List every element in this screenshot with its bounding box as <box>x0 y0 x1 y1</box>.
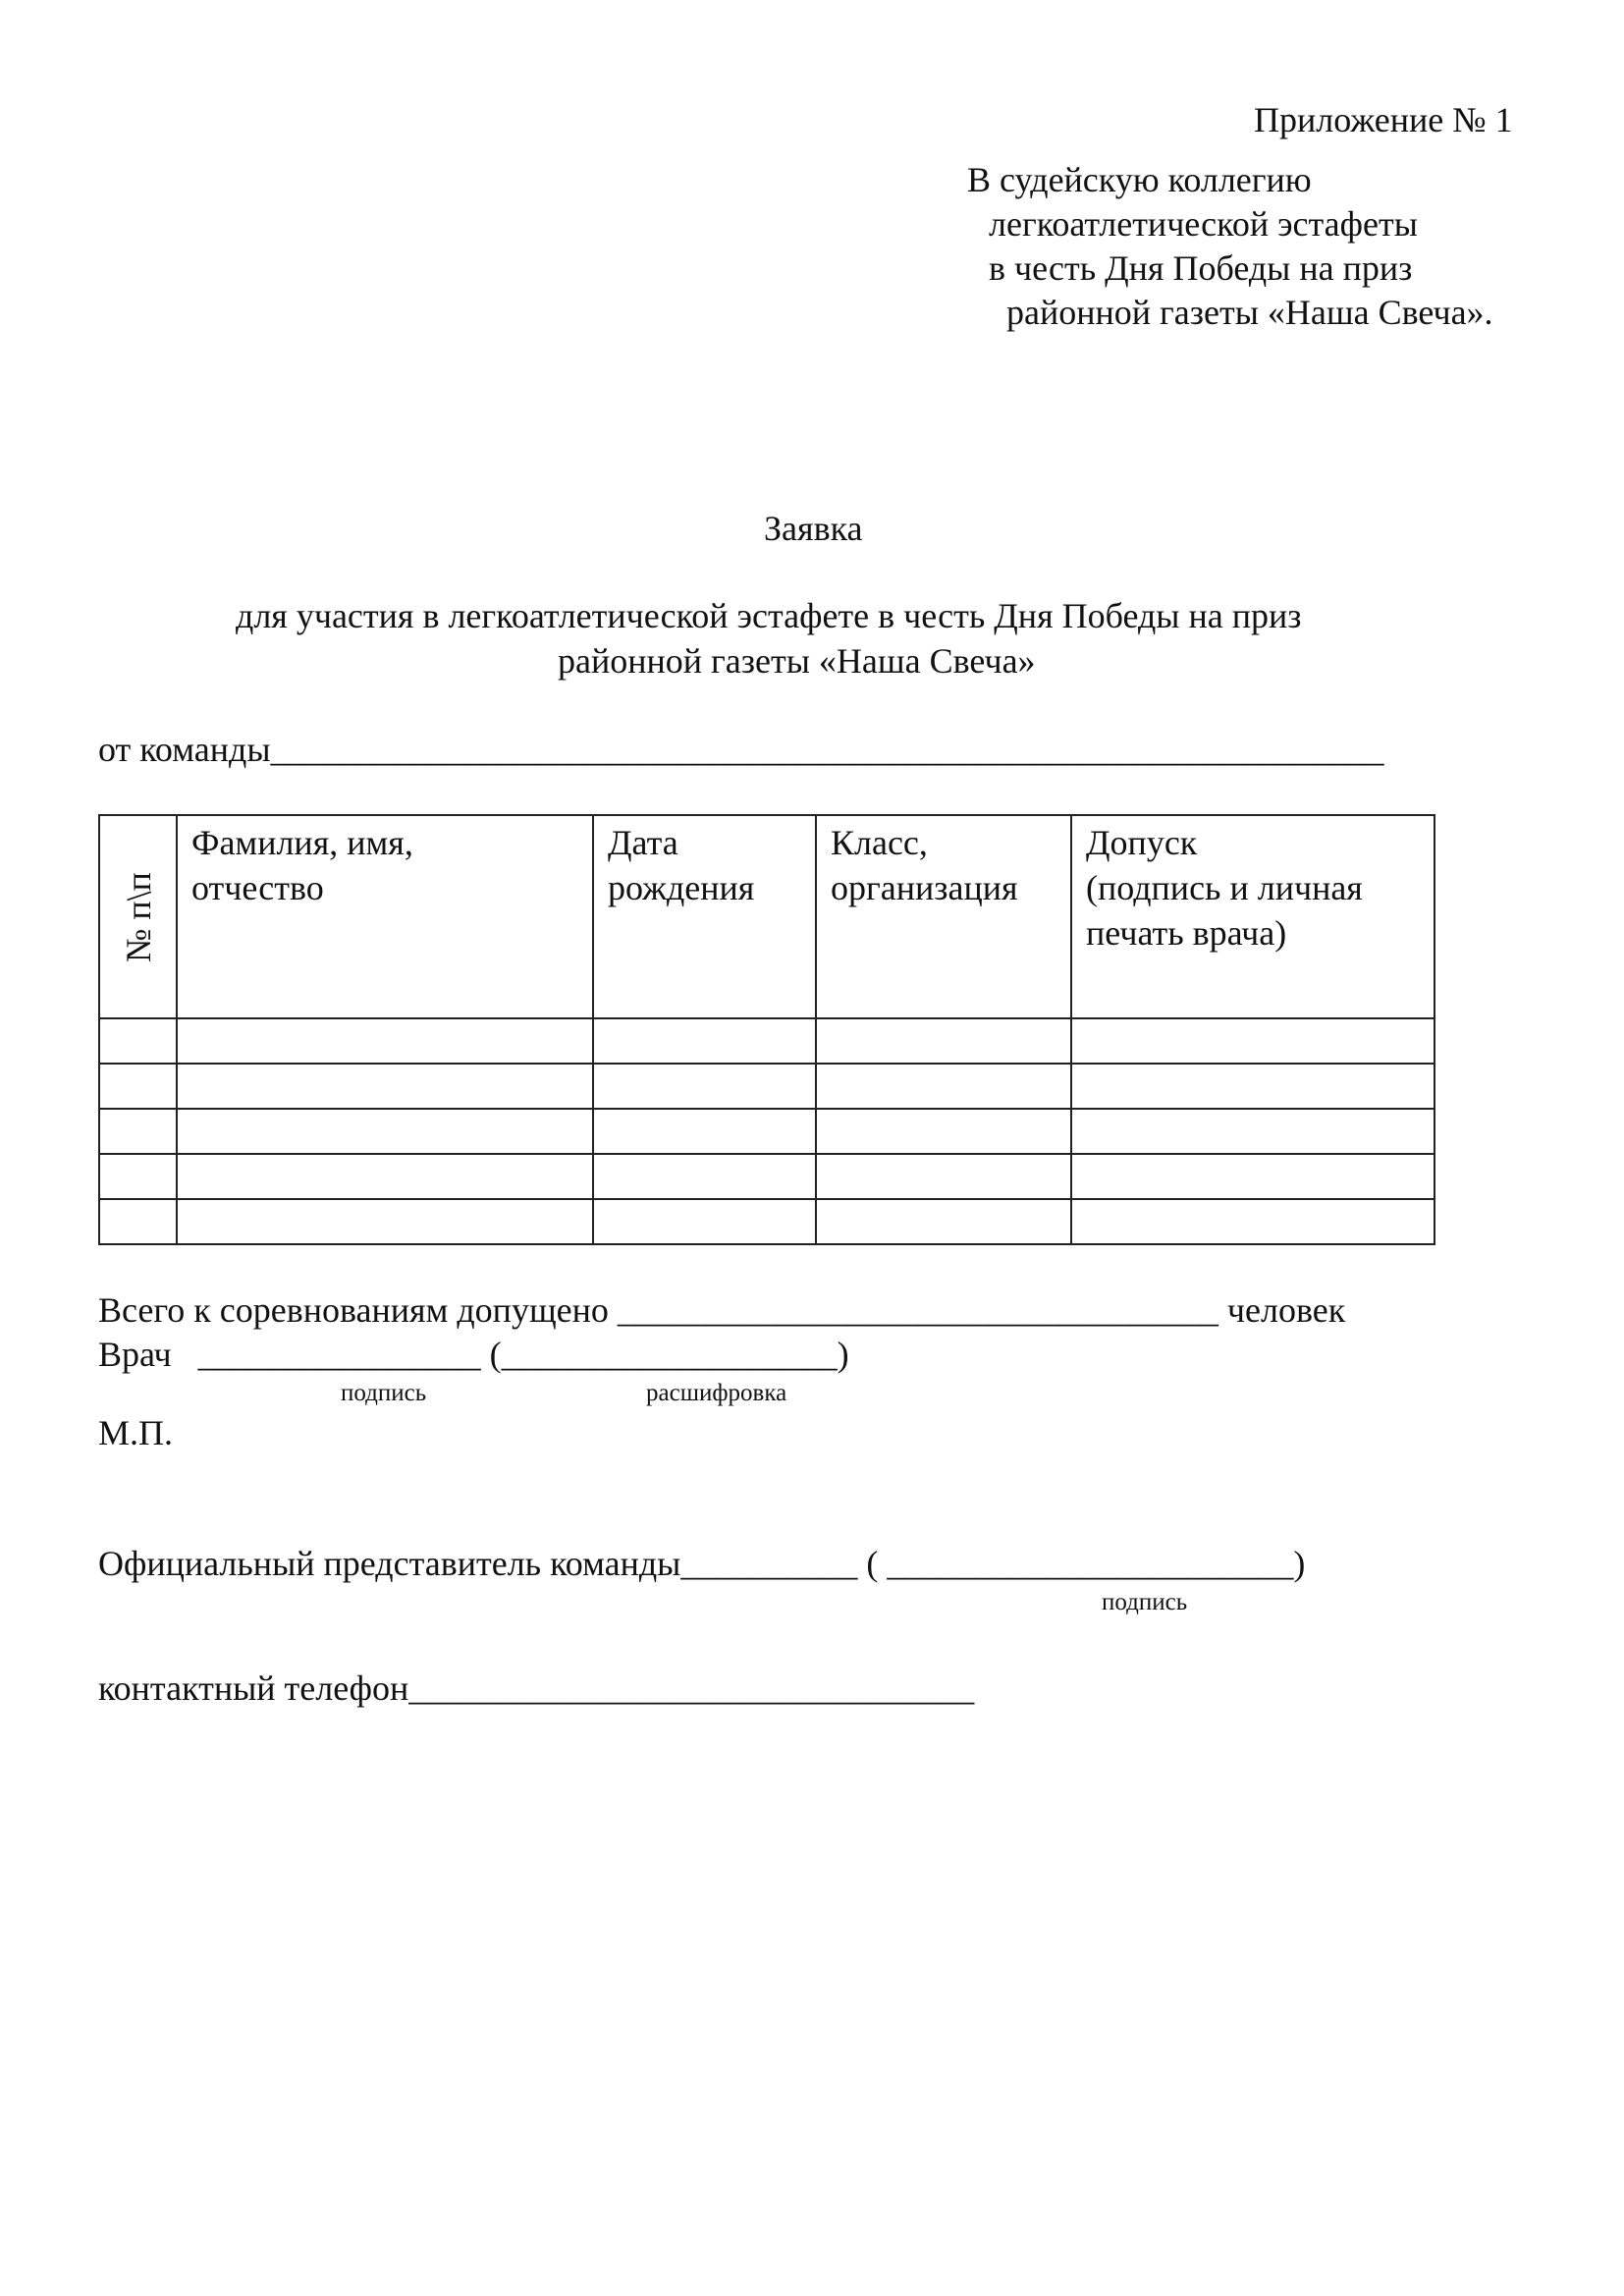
header-fullname-label: Фамилия, имя, отчество <box>191 823 413 907</box>
table-cell[interactable] <box>1071 1199 1435 1244</box>
table-cell[interactable] <box>816 1018 1071 1064</box>
doctor-signature-field[interactable]: Врач ________________ (___________________) <box>98 1335 849 1374</box>
header-admission-label: Допуск (подпись и личная печать врача) <box>1086 823 1363 953</box>
doctor-signature-caption: подпись <box>341 1380 427 1406</box>
stamp-mark: М.П. <box>98 1413 174 1452</box>
addressee-line-3: в честь Дня Победы на приз <box>989 248 1413 288</box>
table-cell[interactable] <box>177 1154 593 1199</box>
subtitle-line-2: районной газеты «Наша Свеча» <box>558 641 1036 681</box>
table-cell[interactable] <box>1071 1154 1435 1199</box>
participants-table <box>98 814 1435 1245</box>
table-row <box>99 1018 1435 1064</box>
table-cell[interactable] <box>1071 1064 1435 1109</box>
table-cell[interactable] <box>816 1154 1071 1199</box>
doctor-decode-caption: расшифровка <box>646 1380 787 1406</box>
header-fullname <box>177 815 593 1018</box>
addressee-line-2: легкоатлетической эстафеты <box>989 204 1418 244</box>
table-cell[interactable] <box>593 1064 816 1109</box>
table-cell[interactable] <box>816 1064 1071 1109</box>
header-class-organization <box>816 815 1071 1018</box>
table-cell[interactable] <box>1071 1109 1435 1154</box>
document-title: Заявка <box>764 509 863 548</box>
table-cell[interactable] <box>593 1109 816 1154</box>
header-birthdate <box>593 815 816 1018</box>
header-number-label: № п\п <box>118 871 158 962</box>
table-cell[interactable] <box>593 1154 816 1199</box>
addressee-line-1: В судейскую коллегию <box>967 160 1312 199</box>
table-cell[interactable] <box>816 1199 1071 1244</box>
table-cell[interactable] <box>177 1018 593 1064</box>
subtitle-line-1: для участия в легкоатлетической эстафете в честь Дня Победы на приз <box>236 596 1302 635</box>
table-header-row <box>99 815 1435 1018</box>
team-field[interactable]: от команды_______________________________________________________________ <box>98 730 1384 769</box>
addressee-line-4: районной газеты «Наша Свеча». <box>1006 293 1493 332</box>
header-class-organization-label: Класс, организация <box>831 823 1018 907</box>
total-admitted-field[interactable]: Всего к соревнованиям допущено __________________________________ человек <box>98 1290 1346 1330</box>
table-cell[interactable] <box>99 1109 177 1154</box>
table-cell[interactable] <box>1071 1018 1435 1064</box>
header-admission <box>1071 815 1435 1018</box>
representative-signature-caption: подпись <box>1102 1589 1188 1615</box>
table-row <box>99 1154 1435 1199</box>
appendix-number: Приложение № 1 <box>1254 100 1513 139</box>
table-cell[interactable] <box>99 1018 177 1064</box>
table-cell[interactable] <box>593 1018 816 1064</box>
representative-field[interactable]: Официальный представитель команды__________ ( _______________________) <box>98 1544 1306 1583</box>
table-row <box>99 1199 1435 1244</box>
table-cell[interactable] <box>816 1109 1071 1154</box>
table-cell[interactable] <box>99 1154 177 1199</box>
table-cell[interactable] <box>177 1064 593 1109</box>
table-row <box>99 1064 1435 1109</box>
table-row <box>99 1109 1435 1154</box>
table-cell[interactable] <box>593 1199 816 1244</box>
table-cell[interactable] <box>99 1199 177 1244</box>
contact-phone-field[interactable]: контактный телефон________________________________ <box>98 1668 975 1708</box>
header-birthdate-label: Дата рождения <box>608 823 755 907</box>
table-cell[interactable] <box>99 1064 177 1109</box>
table-cell[interactable] <box>177 1109 593 1154</box>
table-cell[interactable] <box>177 1199 593 1244</box>
header-number <box>99 815 177 1018</box>
